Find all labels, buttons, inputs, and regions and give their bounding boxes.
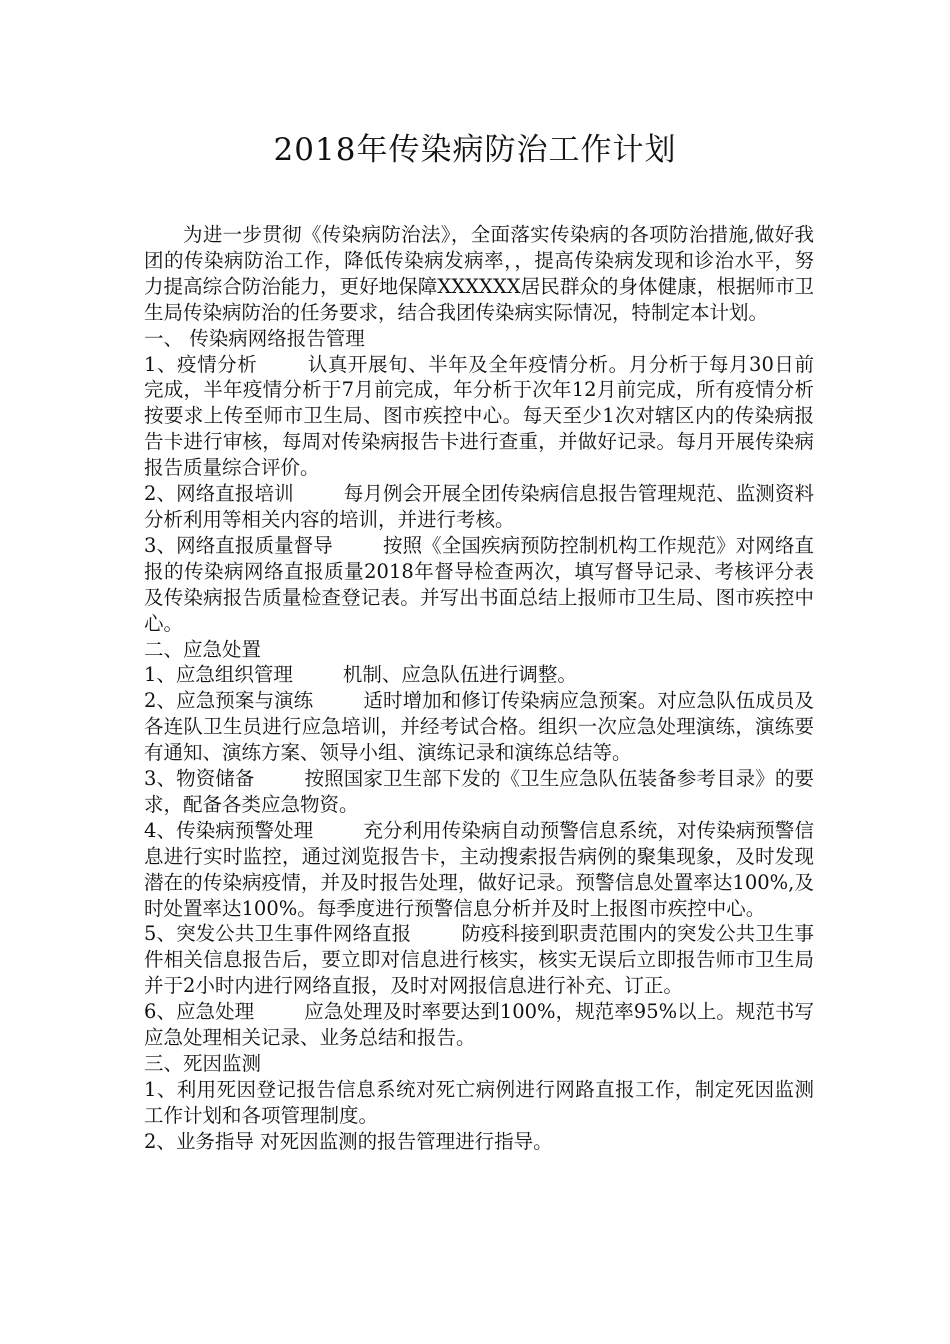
item-text: 按照国家卫生部下发的《卫生应急队伍装备参考目录》的要求，配备各类应急物资。 [144,767,814,816]
section-heading-1: 一、 传染病网络报告管理 [144,326,365,350]
item-label: 1、疫情分析 [144,352,258,376]
item-text: 对死因监测的报告管理进行指导。 [260,1129,553,1153]
document-body [144,222,814,1155]
item-label: 3、网络直报质量督导 [144,533,333,557]
item-label: 4、传染病预警处理 [144,818,314,842]
section-1-item-3 [144,533,814,637]
section-heading-2: 二、应急处置 [144,637,262,661]
item-label: 6、应急处理 [144,1000,255,1024]
item-label: 2、网络直报培训 [144,482,294,506]
item-label: 3、物资储备 [144,767,255,791]
item-label: 2、应急预案与演练 [144,689,314,713]
item-text: 充分利用传染病自动预警信息系统，对传染病预警信息进行实时监控，通过浏览报告卡，主动搜索报告病例的聚集现象，及时发现潜在的传染病疫情，并及时报告处理，做好记录。预警信息处置率达100%,及时处置率达100%。每季度进行预警信息分析并及时上报图市疾控中心。 [144,818,814,920]
item-text: 每月例会开展全团传染病信息报告管理规范、监测资料分析利用等相关内容的培训，并进行考核。 [144,482,814,531]
item-label: 1、利用死因登记报告信息系统对死亡病例进行网路直报工作，制定死因监测工作计划和各项管理制度。 [144,1077,814,1127]
item-text: 应急处理及时率要达到100%，规范率95%以上。规范书写应急处理相关记录、业务总结和报告。 [144,1000,814,1050]
item-label: 5、突发公共卫生事件网络直报 [144,922,412,946]
section-1-item-2 [144,481,814,533]
intro-paragraph: 为进一步贯彻《传染病防治法》，全面落实传染病的各项防治措施,做好我团的传染病防治工作，降低传染病发病率，，提高传染病发现和诊治水平，努力提高综合防治能力，更好地保障XXXXXX居民群众的身体健康，根据师市卫生局传染病防治的任务要求，结合我团传染病实际情况，特制定本计划。 [144,223,814,324]
section-2-item-2 [144,688,814,766]
section-2-item-4 [144,818,814,922]
item-text: 适时增加和修订传染病应急预案。对应急队伍成员及各连队卫生员进行应急培训，并经考试合格。组织一次应急处理演练，演练要有通知、演练方案、领导小组、演练记录和演练总结等。 [144,689,814,765]
section-2-item-1 [144,662,814,688]
item-text: 按照《全国疾病预防控制机构工作规范》对网络直报的传染病网络直报质量2018年督导检查两次，填写督导记录、考核评分表及传染病报告质量检查登记表。并写出书面总结上报师市卫生局、图市疾控中心。 [144,533,814,635]
section-heading-3: 三、死因监测 [144,1052,262,1075]
section-2-item-6 [144,999,814,1051]
item-label: 1、应急组织管理 [144,663,293,687]
section-2-item-5 [144,921,814,999]
section-3-item-1 [144,1077,814,1129]
section-2-item-3 [144,766,814,818]
section-3-item-2 [144,1129,814,1155]
section-1-item-1 [144,352,814,482]
item-text: 机制、应急队伍进行调整。 [342,663,577,687]
item-text: 防疫科接到职责范围内的突发公共卫生事件相关信息报告后，要立即对信息进行核实，核实无误后立即报告师市卫生局并于2小时内进行网络直报，及时对网报信息进行补充、订正。 [144,922,814,998]
document-title: 2018年传染病防治工作计划 [273,132,677,168]
item-text: 认真开展旬、半年及全年疫情分析。月分析于每月30日前完成，半年疫情分析于7月前完成，年分析于次年12月前完成，所有疫情分析按要求上传至师市卫生局、图市疾控中心。每天至少1次对辖区内的传染病报告卡进行审核，每周对传染病报告卡进行查重，并做好记录。每月开展传染病报告质量综合评价。 [144,352,814,480]
item-label: 2、业务指导 [144,1129,254,1153]
